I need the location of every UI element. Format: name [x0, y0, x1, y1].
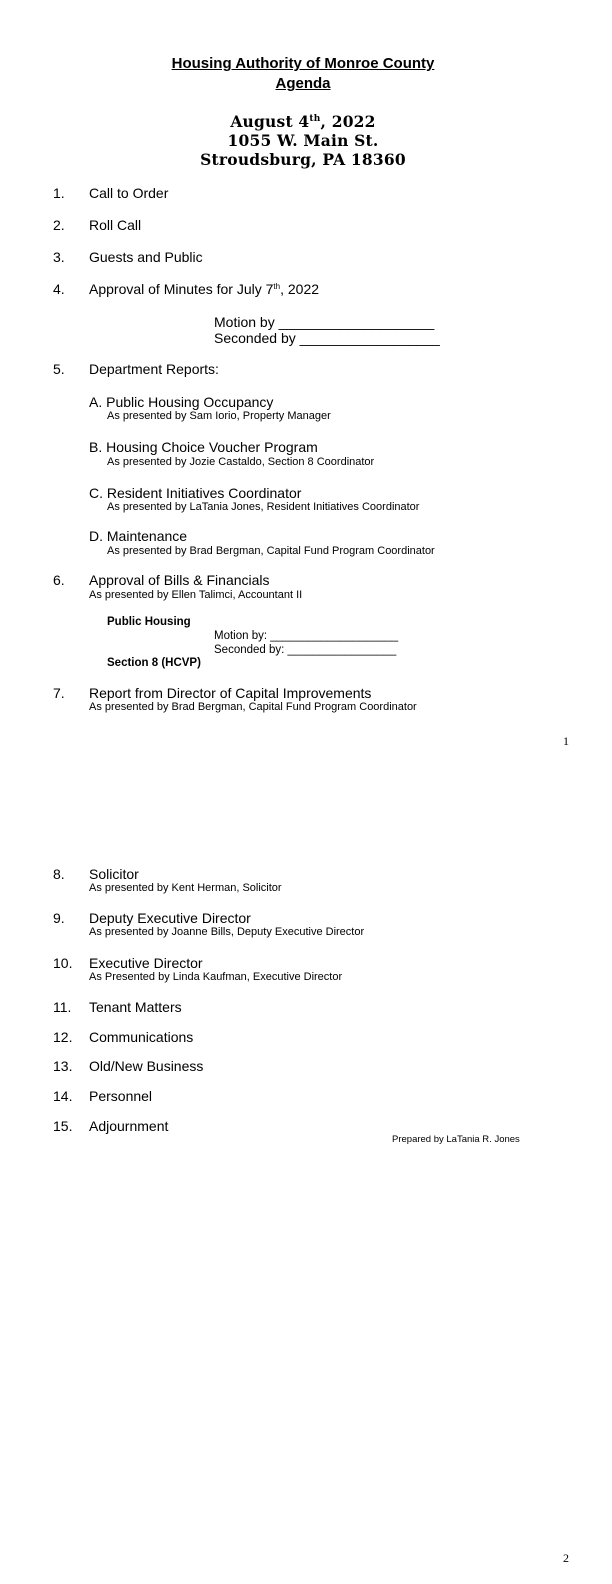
- item-presenter: As presented by Kent Herman, Solicitor: [89, 882, 282, 894]
- meeting-date-main: August 4: [230, 112, 310, 131]
- item-label: Old/New Business: [89, 1058, 204, 1074]
- item-number: 4.: [53, 281, 65, 297]
- organization-title: Housing Authority of Monroe County: [171, 55, 435, 72]
- section8-heading: Section 8 (HCVP): [107, 657, 201, 669]
- item-number: 6.: [53, 572, 65, 588]
- item-label-suffix: th: [273, 282, 281, 291]
- item-label: Approval of Bills & Financials: [89, 572, 270, 588]
- item-label: Department Reports:: [89, 361, 219, 377]
- item-label: Communications: [89, 1029, 194, 1045]
- address-line-2: Stroudsburg, PA 18360: [200, 150, 406, 169]
- item-label: Roll Call: [89, 217, 142, 233]
- item-number: 14.: [53, 1088, 73, 1104]
- dept-report-presenter: As presented by Brad Bergman, Capital Fund Program Coordinator: [107, 545, 435, 557]
- dept-report-label: B. Housing Choice Voucher Program: [89, 439, 318, 455]
- dept-report-label: D. Maintenance: [89, 528, 188, 544]
- item-number: 2.: [53, 217, 65, 233]
- item-label: Solicitor: [89, 866, 139, 882]
- financials-motion-line: Motion by: ____________________: [214, 630, 399, 642]
- item-presenter: As presented by Brad Bergman, Capital Fund Program Coordinator: [89, 701, 417, 713]
- item-label-main: Approval of Minutes for July 7: [89, 281, 274, 297]
- item-label: Adjournment: [89, 1118, 169, 1134]
- meeting-date-year: , 2022: [320, 112, 376, 131]
- item-label: Call to Order: [89, 185, 169, 201]
- item-number: 7.: [53, 685, 65, 701]
- dept-report-label: A. Public Housing Occupancy: [89, 394, 274, 410]
- dept-report-label: C. Resident Initiatives Coordinator: [89, 485, 302, 501]
- address-line-1: 1055 W. Main St.: [227, 131, 379, 150]
- item-number: 5.: [53, 361, 65, 377]
- item-label: Guests and Public: [89, 249, 203, 265]
- public-housing-heading: Public Housing: [107, 616, 191, 628]
- financials-seconded-line: Seconded by: _________________: [214, 644, 397, 656]
- dept-report-presenter: As presented by Sam Iorio, Property Manager: [107, 410, 331, 422]
- item-number: 11.: [53, 999, 72, 1015]
- item-label: [89, 281, 319, 297]
- item-label: Executive Director: [89, 955, 203, 971]
- meeting-date: [0, 112, 606, 131]
- item-number: 10.: [53, 955, 73, 971]
- item-number: 3.: [53, 249, 65, 265]
- item-label: Deputy Executive Director: [89, 910, 251, 926]
- item-label: Report from Director of Capital Improvements: [89, 685, 372, 701]
- item-number: 15.: [53, 1118, 73, 1134]
- dept-report-presenter: As presented by Jozie Castaldo, Section 8 Coordinator: [107, 456, 375, 468]
- prepared-by: Prepared by LaTania R. Jones: [392, 1134, 520, 1145]
- page-number: 2: [563, 1551, 569, 1565]
- dept-report-presenter: As presented by LaTania Jones, Resident Initiatives Coordinator: [107, 501, 420, 513]
- minutes-seconded-line: Seconded by __________________: [214, 330, 440, 346]
- page-number: 1: [563, 734, 569, 748]
- document-title: Agenda: [275, 75, 331, 92]
- item-number: 13.: [53, 1058, 73, 1074]
- item-label-end: , 2022: [280, 281, 320, 297]
- minutes-motion-line: Motion by ____________________: [214, 314, 435, 330]
- item-number: 12.: [53, 1029, 73, 1045]
- item-number: 1.: [53, 185, 65, 201]
- item-label: Personnel: [89, 1088, 153, 1104]
- item-presenter: As presented by Ellen Talimci, Accountant II: [89, 589, 303, 601]
- item-number: 8.: [53, 866, 65, 882]
- item-number: 9.: [53, 910, 65, 926]
- item-presenter: As presented by Joanne Bills, Deputy Executive Director: [89, 926, 365, 938]
- item-label: Tenant Matters: [89, 999, 182, 1015]
- meeting-date-suffix: th: [309, 114, 321, 124]
- item-presenter: As Presented by Linda Kaufman, Executive Director: [89, 971, 343, 983]
